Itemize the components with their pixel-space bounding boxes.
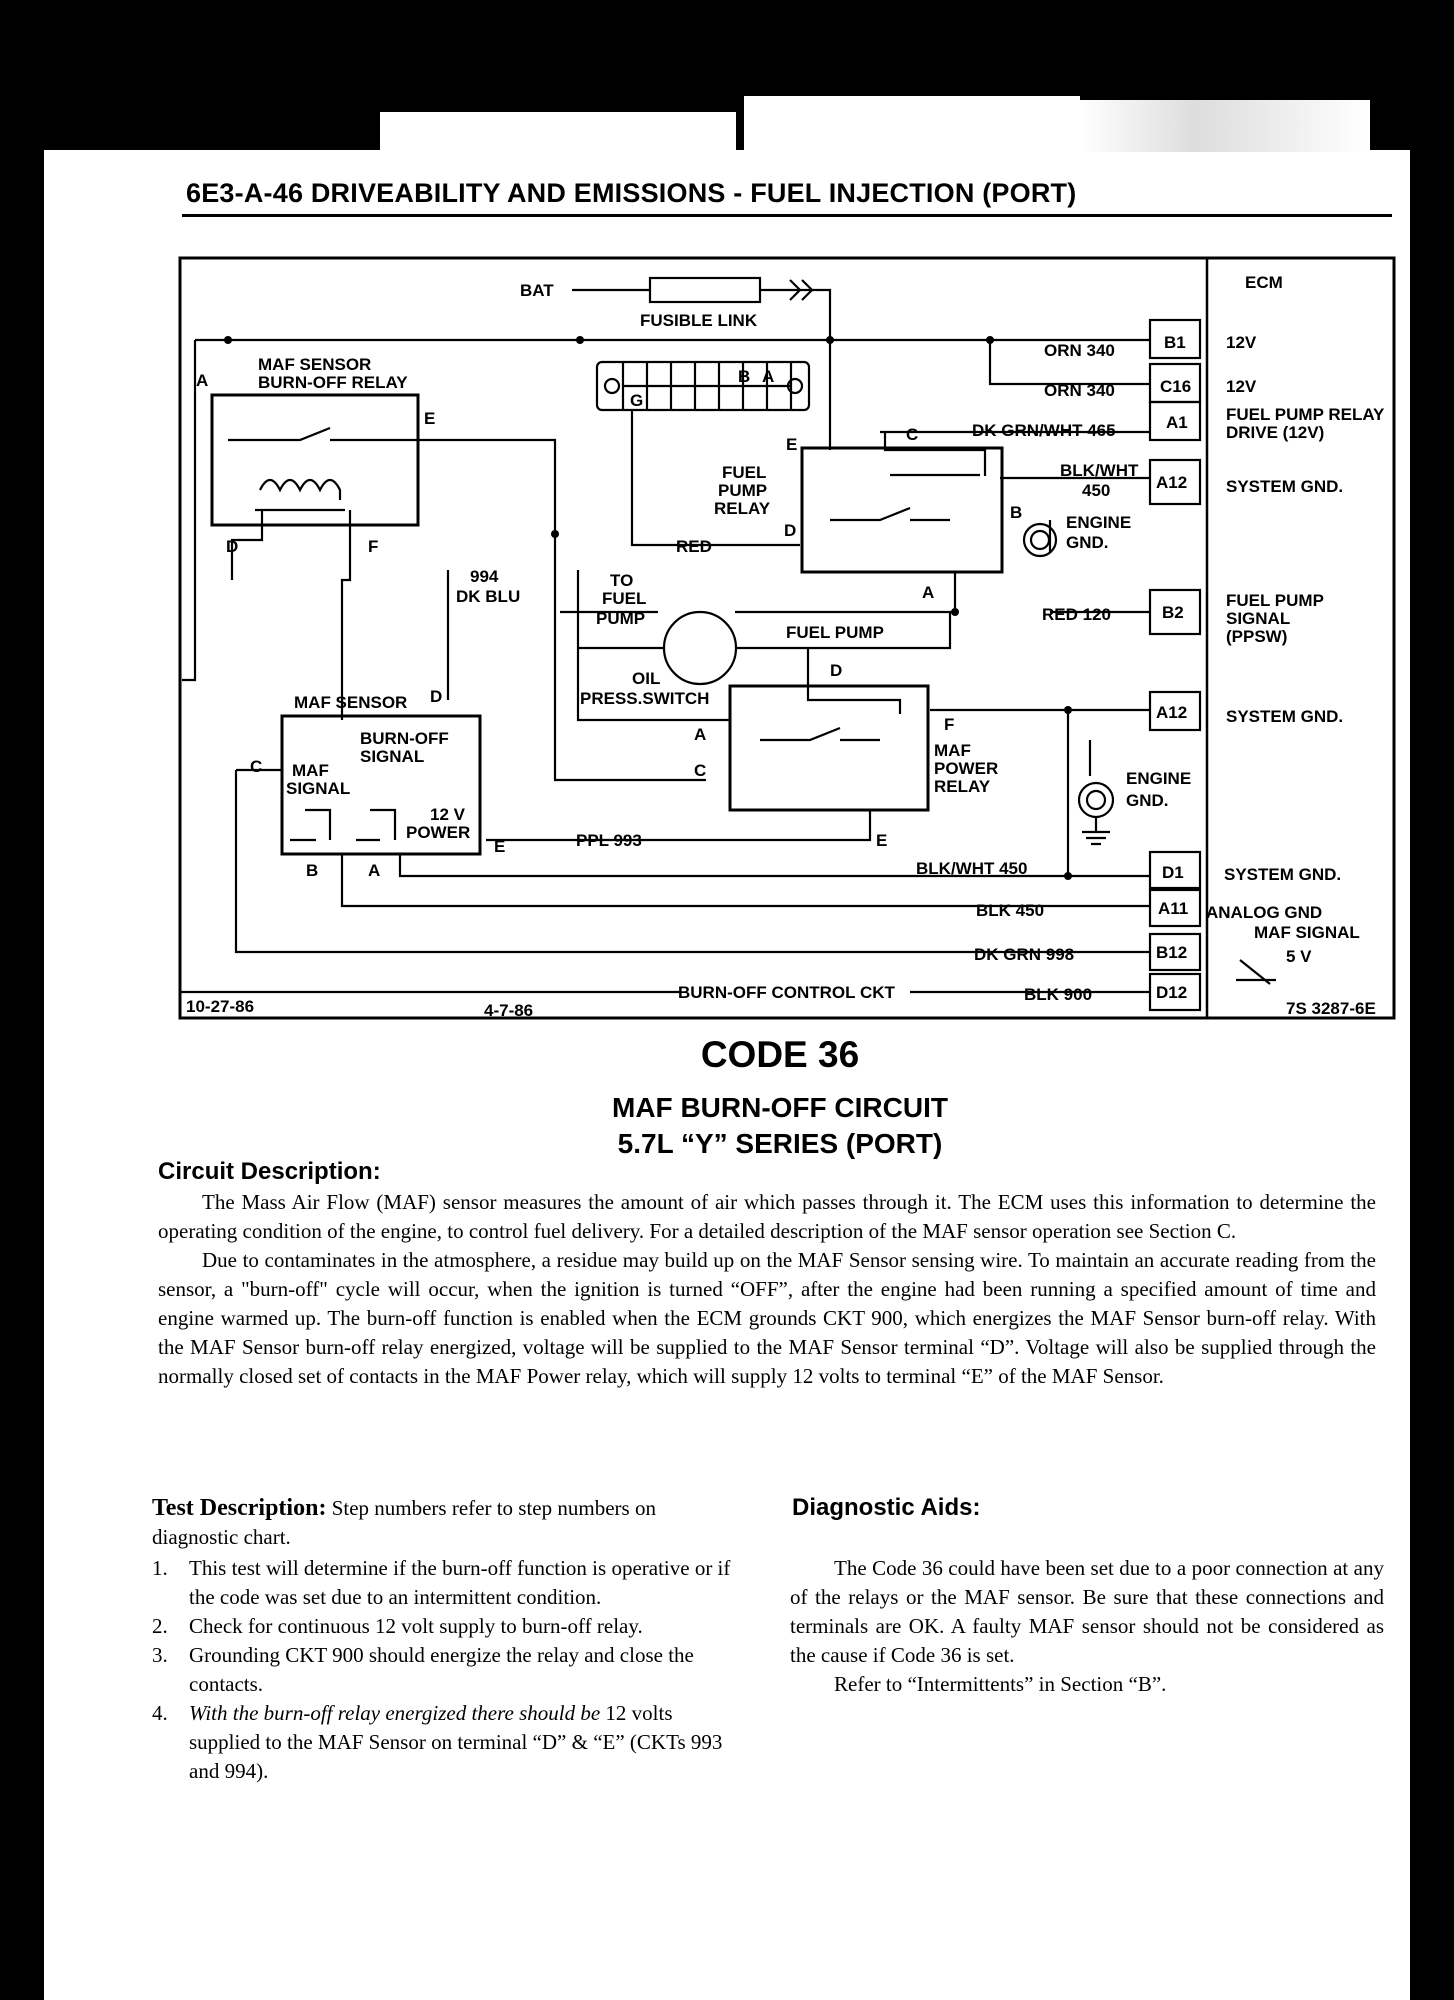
maf-sensor-label: MAF SENSOR [294, 693, 408, 712]
wire-2: DK GRN/WHT 465 [972, 421, 1116, 440]
pin-8: B12 [1156, 943, 1188, 962]
func-3: SYSTEM GND. [1226, 477, 1344, 496]
term-c3: C [694, 761, 707, 780]
pin-3: A12 [1156, 473, 1188, 492]
term-d4: D [430, 687, 443, 706]
burnoff-relay-title-2: BURN-OFF RELAY [258, 373, 408, 392]
pin-6: D1 [1162, 863, 1184, 882]
test-step-3: 3. Grounding CKT 900 should energize the relay and close the contacts. [152, 1643, 694, 1696]
diagnostic-aids-heading: Diagnostic Aids: [792, 1494, 981, 1521]
oil-press-2: PRESS.SWITCH [580, 689, 710, 708]
func-4a: FUEL PUMP [1226, 591, 1324, 610]
wire-7: BLK 450 [976, 901, 1045, 920]
power-1: 12 V [430, 805, 465, 824]
func-7: ANALOG GND [1206, 903, 1323, 922]
maf-signal-1: MAF [292, 761, 329, 780]
pin-7: A11 [1158, 899, 1189, 918]
pin-5: A12 [1156, 703, 1188, 722]
ref-number: 7S 3287-6E [1286, 999, 1376, 1018]
term-d2: D [784, 521, 797, 540]
test-description-intro: Step numbers refer to step numbers on diagnostic chart. [152, 1496, 656, 1549]
term-f3: F [944, 715, 955, 734]
engine-gnd-1a: ENGINE [1066, 513, 1132, 532]
burnoff-signal-2: SIGNAL [360, 747, 425, 766]
to-fuel-1: TO [610, 571, 634, 590]
term-a4: A [368, 861, 381, 880]
wire-9: BLK 900 [1024, 985, 1093, 1004]
func-5: SYSTEM GND. [1226, 707, 1344, 726]
term-e1: E [424, 409, 436, 428]
date-mid: 4-7-86 [484, 1001, 534, 1020]
fp-relay-2: PUMP [718, 481, 768, 500]
circuit-description-heading: Circuit Description: [158, 1158, 381, 1185]
maf-signal-2: SIGNAL [286, 779, 351, 798]
test-step-4: 4. With the burn-off relay energized there should be 12 volts supplied to the MAF Sensor on terminal “D” & “E” (CKTs 993 and 994). [152, 1701, 723, 1783]
term-d3: D [830, 661, 843, 680]
term-a2: A [922, 583, 935, 602]
circuit-description [158, 1188, 1376, 1391]
red-label: RED [676, 537, 712, 556]
ckt994-2: DK BLU [456, 587, 521, 606]
maf-power-relay-2: POWER [934, 759, 999, 778]
ppl-label: PPL 993 [576, 831, 642, 850]
pin-4: B2 [1162, 603, 1184, 622]
test-steps [152, 1554, 742, 1786]
term-b-conn: B [738, 367, 751, 386]
circuit-description-p1: The Mass Air Flow (MAF) sensor measures the amount of air which passes through it. The ECM uses this information to determine the operating condition of the engine, to control fuel delivery. For a detailed description of the MAF sensor operation see Section C. [158, 1190, 1376, 1243]
func-4b: SIGNAL [1226, 609, 1291, 628]
pin-0: B1 [1164, 333, 1186, 352]
page-header: 6E3-A-46 DRIVEABILITY AND EMISSIONS - FUEL INJECTION (PORT) [186, 178, 1077, 208]
term-a1: A [196, 371, 209, 390]
test-description-heading: Test Description: [152, 1495, 327, 1521]
oil-press-1: OIL [632, 669, 661, 688]
wire-3b: 450 [1082, 481, 1111, 500]
func-8a: MAF SIGNAL [1254, 923, 1360, 942]
term-d1: D [226, 537, 239, 556]
term-e4: E [494, 837, 506, 856]
test-description-head [152, 1494, 742, 1552]
engine-gnd-2a: ENGINE [1126, 769, 1192, 788]
test-step-1: 1. This test will determine if the burn-off function is operative or if the code was set due to an intermittent condition. [152, 1556, 731, 1609]
term-b4: B [306, 861, 319, 880]
term-f1: F [368, 537, 379, 556]
term-e2: E [786, 435, 798, 454]
term-c4: C [250, 757, 263, 776]
diagnostic-aids-p2: Refer to “Intermittents” in Section “B”. [834, 1672, 1167, 1696]
func-4c: (PPSW) [1226, 627, 1288, 646]
ecm-label: ECM [1245, 273, 1283, 292]
fusible-link-label: FUSIBLE LINK [640, 311, 758, 330]
bat-label: BAT [520, 281, 554, 300]
maf-power-relay-3: RELAY [934, 777, 991, 796]
wire-1: ORN 340 [1044, 381, 1115, 400]
test-step-2: 2. Check for continuous 12 volt supply to burn-off relay. [152, 1614, 643, 1638]
ckt994-1: 994 [470, 567, 499, 586]
wire-8: DK GRN 998 [974, 945, 1075, 964]
date-left: 10-27-86 [186, 997, 255, 1016]
engine-gnd-1b: GND. [1066, 533, 1109, 552]
engine-gnd-2b: GND. [1126, 791, 1169, 810]
wire-0: ORN 340 [1044, 341, 1115, 360]
func-0: 12V [1226, 333, 1257, 352]
term-a3: A [694, 725, 707, 744]
func-2a: FUEL PUMP RELAY [1226, 405, 1385, 424]
diagnostic-aids [790, 1554, 1384, 1699]
term-c2: C [906, 425, 919, 444]
code-subtitle-1: MAF BURN-OFF CIRCUIT [612, 1092, 948, 1123]
to-fuel-2: FUEL [602, 589, 647, 608]
term-e3: E [876, 831, 888, 850]
code-subtitle-2: 5.7L “Y” SERIES (PORT) [617, 1128, 943, 1159]
power-2: POWER [406, 823, 471, 842]
pin-9: D12 [1156, 983, 1188, 1002]
burnoff-ckt-label: BURN-OFF CONTROL CKT [678, 983, 895, 1002]
burnoff-signal-1: BURN-OFF [360, 729, 449, 748]
term-g: G [630, 391, 644, 410]
func-6: SYSTEM GND. [1224, 865, 1342, 884]
pin-2: A1 [1166, 413, 1188, 432]
code-title: CODE 36 [700, 1034, 860, 1075]
term-a-conn: A [762, 367, 775, 386]
term-b2: B [1010, 503, 1023, 522]
func-1: 12V [1226, 377, 1257, 396]
wire-4: RED 120 [1042, 605, 1111, 624]
fp-relay-1: FUEL [722, 463, 767, 482]
burnoff-relay-title-1: MAF SENSOR [258, 355, 372, 374]
fp-relay-3: RELAY [714, 499, 771, 518]
pin-1: C16 [1160, 377, 1192, 396]
maf-power-relay-1: MAF [934, 741, 971, 760]
circuit-description-p2: Due to contaminates in the atmosphere, a residue may build up on the MAF Sensor sensing wire. To maintain an accurate reading from the sensor, a "burn-off" cycle will occur, when the ignition is turned “OFF”, after the engine had been running a specified amount of time and engine warmed up. The burn-off function is enabled when the ECM grounds CKT 900, which energizes the MAF Sensor burn-off relay. With the MAF Sensor burn-off relay energized, voltage will be supplied to the MAF Sensor terminal “D”. Voltage will also be supplied through the normally closed set of contacts in the MAF Power relay, which will supply 12 volts to terminal “E” of the MAF Sensor. [158, 1248, 1376, 1388]
to-fuel-3: PUMP [596, 609, 646, 628]
func-8b: 5 V [1286, 947, 1312, 966]
diagnostic-aids-p1: The Code 36 could have been set due to a poor connection at any of the relays or the MAF sensor. Be sure that these connections and terminals are OK. A faulty MAF sensor should not be considered as the cause if Code 36 is set. [790, 1556, 1384, 1667]
func-2b: DRIVE (12V) [1226, 423, 1325, 442]
wire-3a: BLK/WHT [1060, 461, 1139, 480]
fuel-pump-label: FUEL PUMP [786, 623, 884, 642]
wire-6: BLK/WHT 450 [916, 859, 1028, 878]
